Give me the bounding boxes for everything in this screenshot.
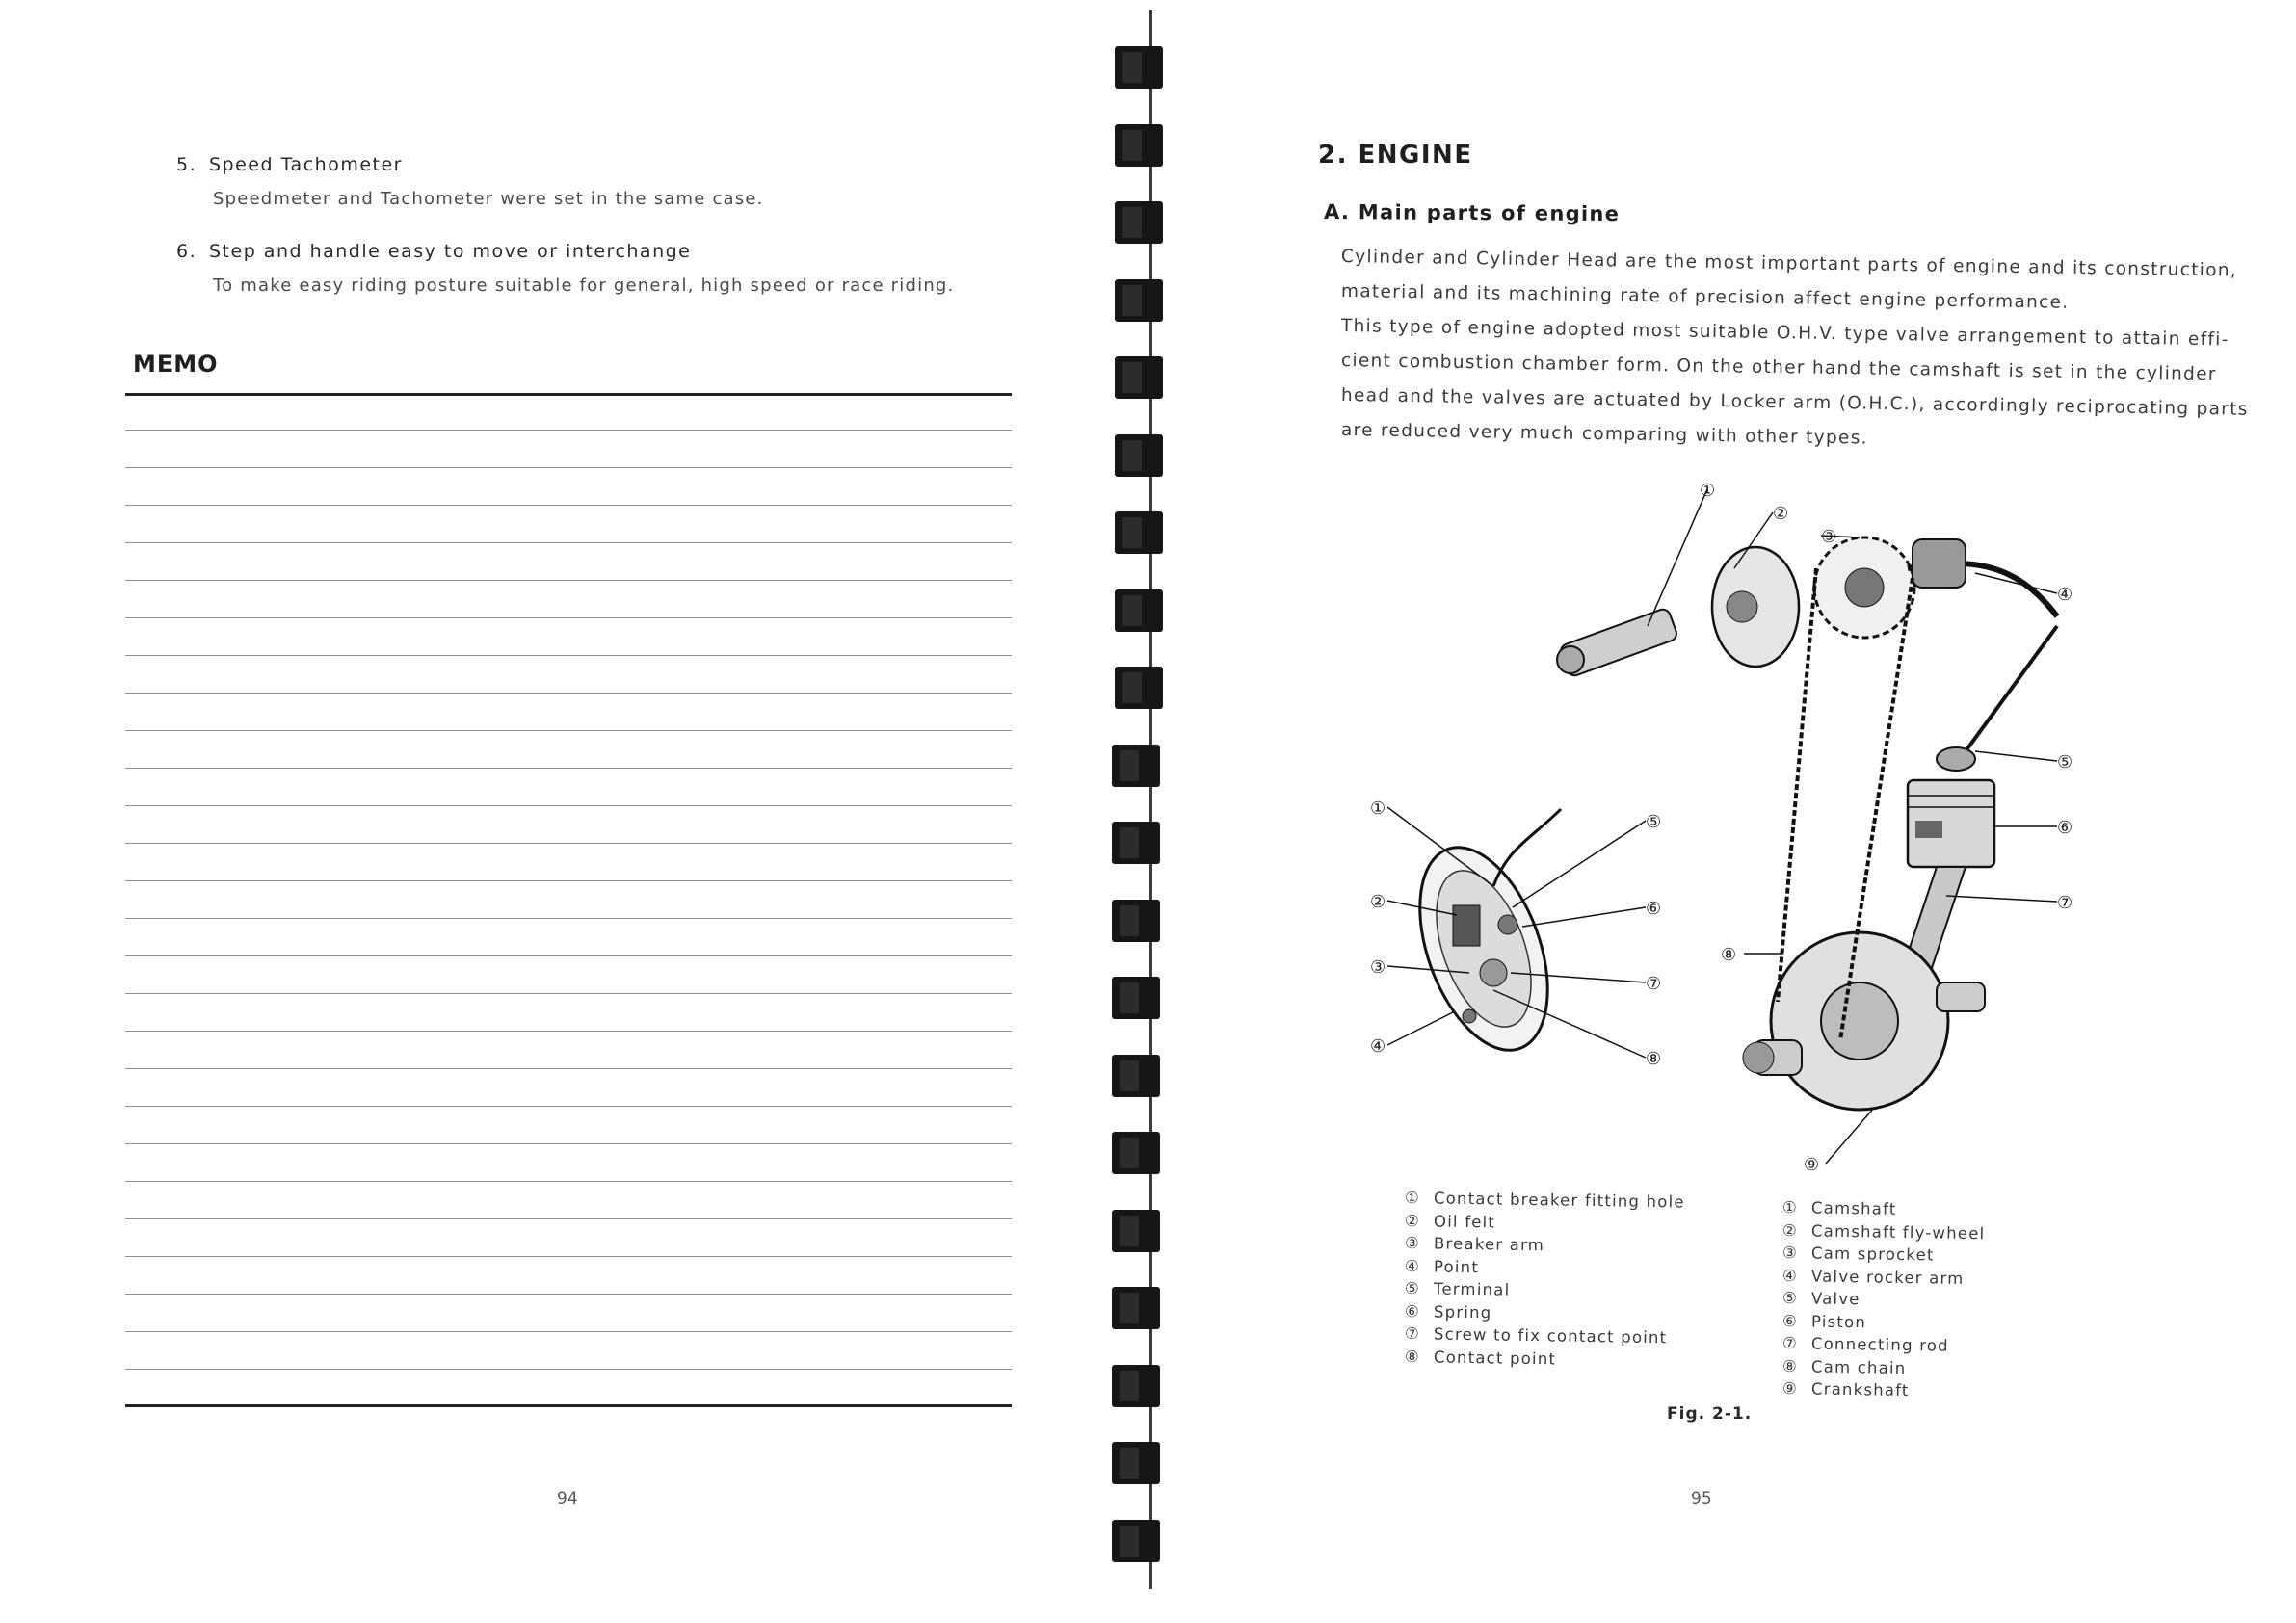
engine-callout: ⑨	[1804, 1155, 1820, 1175]
legend-number: ⑥	[1781, 1311, 1799, 1330]
binding-ring	[1112, 1132, 1160, 1174]
memo-rule-line	[125, 505, 1012, 506]
legend-item-breaker	[1405, 1234, 1544, 1254]
item-6-text: To make easy riding posture suitable for general, high speed or race riding.	[213, 275, 955, 296]
memo-rule-line	[125, 1369, 1012, 1370]
legend-number: ①	[1404, 1189, 1421, 1208]
binding-ring	[1112, 1442, 1160, 1484]
binding-ring	[1115, 279, 1163, 322]
breaker-callout: ①	[1370, 798, 1386, 819]
legend-label: Cam chain	[1810, 1356, 1907, 1377]
paragraph-line: are reduced very much comparing with other types.	[1340, 420, 1868, 449]
binding-ring	[1112, 1055, 1160, 1097]
memo-rule-line	[125, 768, 1012, 769]
legend-number: ⑤	[1781, 1289, 1799, 1308]
binding-ring	[1115, 434, 1163, 477]
binding-ring	[1112, 1287, 1160, 1329]
binding-ring	[1115, 356, 1163, 399]
section-title: 2. ENGINE	[1318, 141, 1473, 170]
memo-rule-line	[125, 1256, 1012, 1257]
engine-callout: ⑥	[2057, 818, 2073, 838]
legend-number: ②	[1781, 1220, 1799, 1240]
memo-rule-line	[125, 955, 1012, 956]
binding-ring	[1112, 1210, 1160, 1252]
legend-item-engine	[1782, 1312, 1866, 1331]
legend-item-breaker	[1405, 1189, 1685, 1212]
breaker-callout: ⑧	[1646, 1049, 1662, 1069]
legend-label: Spring	[1433, 1301, 1492, 1322]
legend-label: Camshaft fly-wheel	[1810, 1220, 1986, 1243]
legend-label: Breaker arm	[1433, 1234, 1545, 1255]
left-page	[0, 0, 1098, 1623]
legend-number: ③	[1404, 1234, 1421, 1253]
legend-label: Cam sprocket	[1810, 1243, 1935, 1265]
paragraph-line: Cylinder and Cylinder Head are the most important parts of engine and its construction,	[1340, 247, 2238, 281]
legend-label: Contact breaker fitting hole	[1433, 1189, 1685, 1212]
breaker-callout: ⑦	[1646, 974, 1662, 994]
memo-rule-line	[125, 805, 1012, 806]
paragraph-line: cient combustion chamber form. On the other hand the camshaft is set in the cylinder	[1340, 351, 2217, 385]
binding-ring	[1115, 511, 1163, 554]
legend-number: ⑨	[1781, 1379, 1799, 1399]
legend-label: Terminal	[1433, 1279, 1511, 1299]
binding-ring	[1115, 46, 1163, 89]
memo-rule-line	[125, 880, 1012, 881]
legend-number: ⑦	[1404, 1324, 1421, 1344]
memo-rule-line	[125, 617, 1012, 618]
paragraph-line: This type of engine adopted most suitable O.H.V. type valve arrangement to attain effi-	[1340, 316, 2230, 351]
paragraph-line: head and the valves are actuated by Locker arm (O.H.C.), accordingly reciprocating parts	[1340, 385, 2249, 420]
paragraph-line: material and its machining rate of precision affect engine performance.	[1340, 281, 2070, 313]
legend-number: ⑥	[1404, 1301, 1421, 1321]
contact-breaker-illustration	[1387, 807, 1646, 1067]
memo-rule-line	[125, 1181, 1012, 1182]
memo-rule-line	[125, 918, 1012, 919]
legend-item-breaker	[1405, 1302, 1492, 1322]
memo-rule-line	[125, 1218, 1012, 1219]
binding-ring	[1112, 1365, 1160, 1407]
binding-ring	[1115, 201, 1163, 244]
memo-rule-line	[125, 1106, 1012, 1107]
figure-caption: Fig. 2-1.	[1667, 1404, 1753, 1424]
memo-rule-line	[125, 693, 1012, 694]
item-6-heading	[176, 241, 691, 262]
engine-callout: ⑤	[2057, 752, 2073, 772]
legend-label: Contact point	[1433, 1347, 1557, 1368]
subsection-title: A. Main parts of engine	[1323, 200, 1621, 226]
legend-item-engine	[1782, 1334, 1949, 1355]
legend-item-engine	[1782, 1243, 1935, 1264]
memo-rule-line	[125, 1331, 1012, 1332]
legend-label: Piston	[1810, 1311, 1867, 1331]
page-number-left: 94	[557, 1489, 578, 1508]
memo-rule-line	[125, 1294, 1012, 1295]
legend-item-engine	[1782, 1289, 1861, 1308]
memo-rule-line	[125, 993, 1012, 994]
item-6-title: Step and handle easy to move or interchange	[209, 241, 692, 262]
legend-number: ③	[1781, 1243, 1799, 1263]
legend-label: Connecting rod	[1810, 1334, 1949, 1355]
legend-item-engine	[1782, 1198, 1897, 1218]
legend-number: ②	[1404, 1211, 1421, 1230]
item-5-title: Speed Tachometer	[209, 154, 403, 175]
legend-label: Oil felt	[1433, 1211, 1496, 1231]
legend-item-breaker	[1405, 1324, 1668, 1347]
engine-callout: ①	[1700, 481, 1716, 501]
engine-callout: ③	[1821, 527, 1837, 547]
legend-item-engine	[1782, 1267, 1965, 1288]
binding-ring	[1112, 900, 1160, 942]
legend-label: Camshaft	[1810, 1198, 1897, 1218]
legend-label: Point	[1433, 1256, 1480, 1276]
memo-rule-line	[125, 1031, 1012, 1032]
item-5-heading	[176, 154, 403, 175]
legend-item-breaker	[1405, 1279, 1511, 1299]
binding-ring	[1112, 977, 1160, 1019]
legend-label: Crankshaft	[1810, 1379, 1910, 1400]
legend-item-engine	[1782, 1221, 1986, 1243]
memo-rule-line	[125, 1143, 1012, 1144]
memo-rule-line	[125, 730, 1012, 731]
legend-item-breaker	[1405, 1348, 1556, 1368]
memo-bottom-rule	[125, 1404, 1012, 1407]
binding-ring	[1112, 1520, 1160, 1562]
legend-number: ⑤	[1404, 1279, 1421, 1298]
item-5-number: 5.	[176, 154, 198, 175]
legend-item-breaker	[1405, 1257, 1479, 1276]
page-number-right: 95	[1691, 1489, 1712, 1508]
memo-rule-line	[125, 580, 1012, 581]
memo-top-rule	[125, 393, 1012, 396]
memo-rule-line	[125, 542, 1012, 543]
memo-rule-line	[125, 843, 1012, 844]
legend-number: ①	[1781, 1198, 1799, 1217]
legend-item-breaker	[1405, 1212, 1495, 1231]
legend-item-engine	[1782, 1379, 1910, 1400]
breaker-callout: ⑥	[1646, 899, 1662, 919]
item-6-number: 6.	[176, 241, 198, 262]
legend-number: ④	[1404, 1256, 1421, 1275]
memo-rule-line	[125, 655, 1012, 656]
breaker-callout: ⑤	[1646, 812, 1662, 832]
binding-ring	[1115, 589, 1163, 632]
binding-ring	[1115, 124, 1163, 167]
item-5-text: Speedmeter and Tachometer were set in the same case.	[213, 189, 764, 209]
memo-rule-line	[125, 1068, 1012, 1069]
legend-label: Valve rocker arm	[1810, 1266, 1965, 1288]
engine-callout: ⑧	[1721, 945, 1737, 965]
engine-callout: ⑦	[2057, 893, 2073, 913]
legend-number: ④	[1781, 1266, 1799, 1285]
breaker-callout: ③	[1370, 957, 1386, 978]
engine-parts-figure	[1339, 462, 2110, 1194]
engine-callout: ②	[1773, 504, 1789, 524]
binding-ring	[1112, 822, 1160, 864]
legend-label: Screw to fix contact point	[1433, 1324, 1668, 1348]
legend-number: ⑦	[1781, 1334, 1799, 1353]
memo-rule-line	[125, 430, 1012, 431]
legend-label: Valve	[1810, 1289, 1861, 1309]
engine-internals-illustration	[1557, 489, 2057, 1164]
engine-callout: ④	[2057, 585, 2073, 605]
breaker-callout: ②	[1370, 892, 1386, 912]
memo-title: MEMO	[133, 351, 219, 378]
legend-number: ⑧	[1781, 1356, 1799, 1375]
legend-item-engine	[1782, 1357, 1907, 1377]
memo-rule-line	[125, 467, 1012, 468]
binding-ring	[1112, 745, 1160, 787]
binding-ring	[1115, 667, 1163, 709]
breaker-callout: ④	[1370, 1036, 1386, 1057]
binding-wire	[1149, 10, 1152, 1589]
legend-number: ⑧	[1404, 1347, 1421, 1366]
